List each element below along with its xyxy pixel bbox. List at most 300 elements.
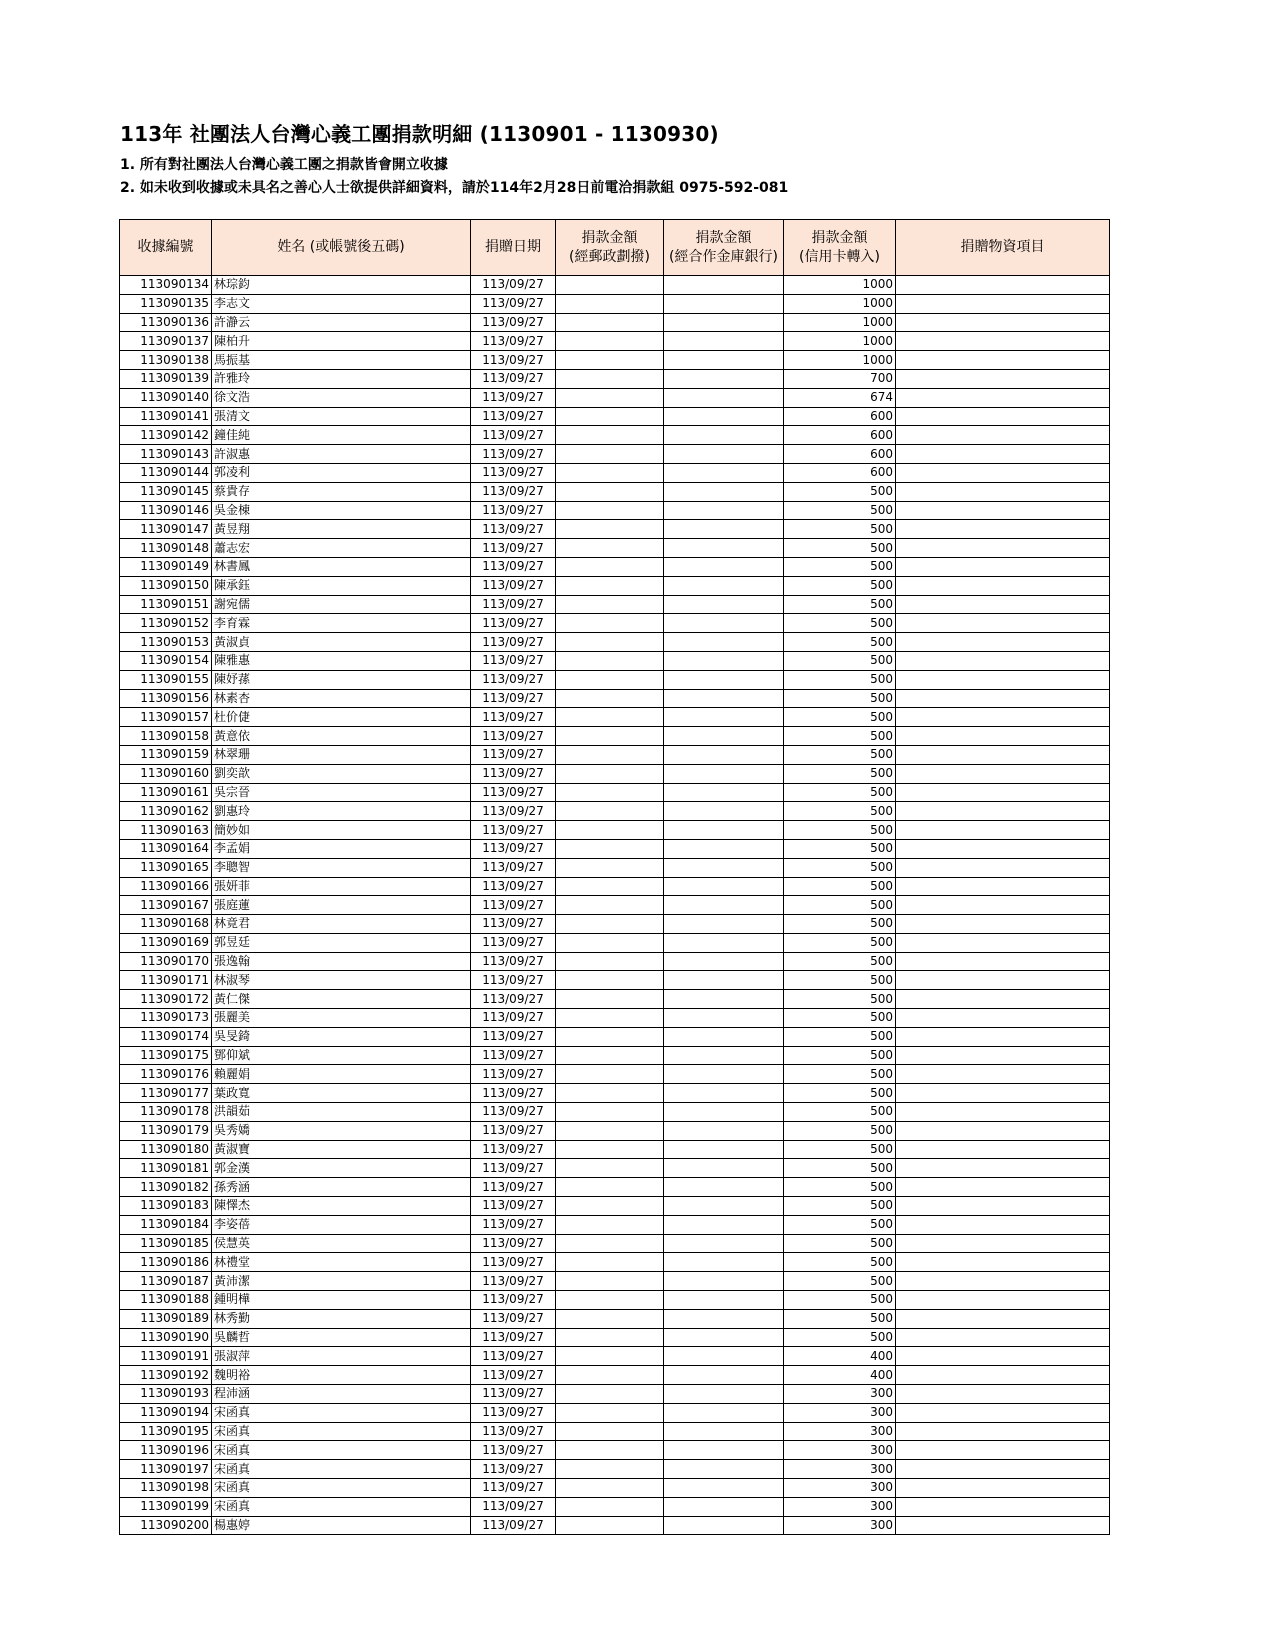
goods-cell	[896, 633, 1110, 652]
receipt-no-cell: 113090170	[120, 952, 212, 971]
amount-card-cell: 500	[784, 1140, 896, 1159]
table-row	[120, 369, 1110, 388]
amount-card-cell: 500	[784, 915, 896, 934]
donor-name-cell: 宋函真	[212, 1479, 471, 1498]
amount-card-cell: 500	[784, 1065, 896, 1084]
receipt-no-cell: 113090136	[120, 313, 212, 332]
donation-date-cell: 113/09/27	[471, 595, 556, 614]
amount-bank-cell	[664, 764, 784, 783]
goods-cell	[896, 745, 1110, 764]
amount-card-cell: 500	[784, 1027, 896, 1046]
amount-postal-cell	[556, 557, 664, 576]
donor-name-cell: 陳柏升	[212, 332, 471, 351]
amount-card-cell: 500	[784, 689, 896, 708]
table-row	[120, 990, 1110, 1009]
donor-name-cell: 郭金漢	[212, 1159, 471, 1178]
receipt-no-cell: 113090174	[120, 1027, 212, 1046]
donation-date-cell: 113/09/27	[471, 1140, 556, 1159]
receipt-no-cell: 113090173	[120, 1009, 212, 1028]
amount-card-cell: 674	[784, 388, 896, 407]
amount-bank-cell	[664, 1140, 784, 1159]
amount-postal-cell	[556, 294, 664, 313]
donation-date-cell: 113/09/27	[471, 1197, 556, 1216]
donor-name-cell: 許淑惠	[212, 445, 471, 464]
receipt-no-cell: 113090176	[120, 1065, 212, 1084]
receipt-no-cell: 113090186	[120, 1253, 212, 1272]
receipt-no-cell: 113090172	[120, 990, 212, 1009]
donor-name-cell: 許瀞云	[212, 313, 471, 332]
table-row	[120, 896, 1110, 915]
amount-bank-cell	[664, 1403, 784, 1422]
table-row	[120, 1140, 1110, 1159]
table-row	[120, 576, 1110, 595]
donor-name-cell: 蔡貴存	[212, 482, 471, 501]
amount-postal-cell	[556, 1497, 664, 1516]
goods-cell	[896, 971, 1110, 990]
donation-date-cell: 113/09/27	[471, 764, 556, 783]
donor-name-cell: 馬振基	[212, 351, 471, 370]
donation-date-cell: 113/09/27	[471, 1121, 556, 1140]
donor-name-cell: 林禮堂	[212, 1253, 471, 1272]
amount-bank-cell	[664, 1291, 784, 1310]
table-row	[120, 1084, 1110, 1103]
goods-cell	[896, 670, 1110, 689]
donation-date-cell: 113/09/27	[471, 1479, 556, 1498]
donation-date-cell: 113/09/27	[471, 1009, 556, 1028]
donor-name-cell: 宋函真	[212, 1403, 471, 1422]
table-row	[120, 689, 1110, 708]
amount-postal-cell	[556, 990, 664, 1009]
amount-bank-cell	[664, 745, 784, 764]
amount-bank-cell	[664, 388, 784, 407]
amount-postal-cell	[556, 351, 664, 370]
receipt-no-cell: 113090162	[120, 802, 212, 821]
header-label: 捐款金額	[811, 229, 868, 246]
amount-bank-cell	[664, 1197, 784, 1216]
donor-name-cell: 林素杏	[212, 689, 471, 708]
amount-card-cell: 500	[784, 877, 896, 896]
table-row	[120, 708, 1110, 727]
receipt-no-cell: 113090135	[120, 294, 212, 313]
goods-cell	[896, 915, 1110, 934]
header-label: 捐贈日期	[485, 239, 541, 255]
amount-bank-cell	[664, 633, 784, 652]
receipt-no-cell: 113090188	[120, 1291, 212, 1310]
amount-card-cell: 400	[784, 1366, 896, 1385]
amount-card-cell: 700	[784, 369, 896, 388]
goods-cell	[896, 1009, 1110, 1028]
amount-postal-cell	[556, 1197, 664, 1216]
amount-postal-cell	[556, 1403, 664, 1422]
donation-date-cell: 113/09/27	[471, 388, 556, 407]
amount-postal-cell	[556, 727, 664, 746]
receipt-no-cell: 113090171	[120, 971, 212, 990]
table-row	[120, 1178, 1110, 1197]
donation-date-cell: 113/09/27	[471, 1234, 556, 1253]
amount-postal-cell	[556, 1009, 664, 1028]
amount-postal-cell	[556, 1460, 664, 1479]
receipt-no-cell: 113090164	[120, 839, 212, 858]
amount-postal-cell	[556, 576, 664, 595]
donor-name-cell: 魏明裕	[212, 1366, 471, 1385]
goods-cell	[896, 1385, 1110, 1404]
donor-name-cell: 杜价倢	[212, 708, 471, 727]
amount-card-cell: 500	[784, 1197, 896, 1216]
donation-date-cell: 113/09/27	[471, 1328, 556, 1347]
table-row	[120, 1403, 1110, 1422]
receipt-no-cell: 113090169	[120, 933, 212, 952]
amount-postal-cell	[556, 332, 664, 351]
amount-card-cell: 500	[784, 839, 896, 858]
donation-table	[119, 219, 1110, 1535]
receipt-no-cell: 113090182	[120, 1178, 212, 1197]
receipt-no-cell: 113090152	[120, 614, 212, 633]
receipt-no-cell: 113090184	[120, 1215, 212, 1234]
amount-postal-cell	[556, 708, 664, 727]
goods-cell	[896, 351, 1110, 370]
amount-card-cell: 500	[784, 539, 896, 558]
receipt-no-cell: 113090139	[120, 369, 212, 388]
table-row	[120, 915, 1110, 934]
goods-cell	[896, 1422, 1110, 1441]
goods-cell	[896, 539, 1110, 558]
receipt-no-cell: 113090199	[120, 1497, 212, 1516]
goods-cell	[896, 783, 1110, 802]
amount-bank-cell	[664, 369, 784, 388]
goods-cell	[896, 445, 1110, 464]
amount-bank-cell	[664, 1441, 784, 1460]
amount-card-cell: 500	[784, 1178, 896, 1197]
donor-name-cell: 張庭蓮	[212, 896, 471, 915]
goods-cell	[896, 1366, 1110, 1385]
amount-card-cell: 1000	[784, 351, 896, 370]
amount-card-cell: 600	[784, 445, 896, 464]
amount-card-cell: 300	[784, 1460, 896, 1479]
header-goods	[896, 220, 1110, 276]
receipt-no-cell: 113090155	[120, 670, 212, 689]
goods-cell	[896, 764, 1110, 783]
header-amount-card	[784, 220, 896, 276]
donor-name-cell: 程沛涵	[212, 1385, 471, 1404]
amount-postal-cell	[556, 633, 664, 652]
amount-card-cell: 500	[784, 708, 896, 727]
table-row	[120, 1479, 1110, 1498]
goods-cell	[896, 1441, 1110, 1460]
table-row	[120, 651, 1110, 670]
donation-date-cell: 113/09/27	[471, 670, 556, 689]
header-sublabel: (經合作金庫銀行)	[669, 248, 778, 265]
goods-cell	[896, 369, 1110, 388]
receipt-no-cell: 113090147	[120, 520, 212, 539]
donation-date-cell: 113/09/27	[471, 276, 556, 295]
receipt-no-cell: 113090192	[120, 1366, 212, 1385]
donation-date-cell: 113/09/27	[471, 520, 556, 539]
amount-card-cell: 500	[784, 1253, 896, 1272]
amount-postal-cell	[556, 276, 664, 295]
amount-card-cell: 500	[784, 633, 896, 652]
goods-cell	[896, 520, 1110, 539]
amount-postal-cell	[556, 1479, 664, 1498]
receipt-no-cell: 113090181	[120, 1159, 212, 1178]
goods-cell	[896, 1291, 1110, 1310]
donor-name-cell: 鍾明樺	[212, 1291, 471, 1310]
amount-postal-cell	[556, 1234, 664, 1253]
table-row	[120, 1046, 1110, 1065]
donor-name-cell: 劉惠玲	[212, 802, 471, 821]
donation-date-cell: 113/09/27	[471, 952, 556, 971]
donation-date-cell: 113/09/27	[471, 1046, 556, 1065]
amount-postal-cell	[556, 614, 664, 633]
amount-card-cell: 300	[784, 1516, 896, 1535]
amount-postal-cell	[556, 313, 664, 332]
donation-date-cell: 113/09/27	[471, 1516, 556, 1535]
donor-name-cell: 吳麟哲	[212, 1328, 471, 1347]
goods-cell	[896, 1027, 1110, 1046]
table-row	[120, 482, 1110, 501]
amount-postal-cell	[556, 369, 664, 388]
table-row	[120, 294, 1110, 313]
donor-name-cell: 李孟娟	[212, 839, 471, 858]
goods-cell	[896, 276, 1110, 295]
table-row	[120, 1234, 1110, 1253]
receipt-no-cell: 113090197	[120, 1460, 212, 1479]
amount-card-cell: 1000	[784, 294, 896, 313]
amount-card-cell: 500	[784, 821, 896, 840]
receipt-no-cell: 113090200	[120, 1516, 212, 1535]
donation-date-cell: 113/09/27	[471, 557, 556, 576]
amount-postal-cell	[556, 1065, 664, 1084]
goods-cell	[896, 1140, 1110, 1159]
receipt-no-cell: 113090190	[120, 1328, 212, 1347]
donation-date-cell: 113/09/27	[471, 877, 556, 896]
amount-card-cell: 500	[784, 783, 896, 802]
amount-postal-cell	[556, 1309, 664, 1328]
amount-bank-cell	[664, 351, 784, 370]
amount-bank-cell	[664, 802, 784, 821]
amount-postal-cell	[556, 745, 664, 764]
table-row	[120, 1159, 1110, 1178]
donation-date-cell: 113/09/27	[471, 1422, 556, 1441]
donation-date-cell: 113/09/27	[471, 1253, 556, 1272]
receipt-no-cell: 113090180	[120, 1140, 212, 1159]
table-row	[120, 1366, 1110, 1385]
donor-name-cell: 陳妤蓀	[212, 670, 471, 689]
amount-card-cell: 500	[784, 614, 896, 633]
donation-date-cell: 113/09/27	[471, 727, 556, 746]
table-row	[120, 745, 1110, 764]
receipt-no-cell: 113090189	[120, 1309, 212, 1328]
amount-bank-cell	[664, 463, 784, 482]
donation-date-cell: 113/09/27	[471, 1272, 556, 1291]
donation-date-cell: 113/09/27	[471, 482, 556, 501]
donor-name-cell: 宋函真	[212, 1441, 471, 1460]
amount-postal-cell	[556, 1347, 664, 1366]
amount-card-cell: 500	[784, 802, 896, 821]
donation-date-cell: 113/09/27	[471, 915, 556, 934]
amount-bank-cell	[664, 839, 784, 858]
amount-card-cell: 500	[784, 1159, 896, 1178]
table-row	[120, 614, 1110, 633]
goods-cell	[896, 1159, 1110, 1178]
goods-cell	[896, 727, 1110, 746]
table-row	[120, 764, 1110, 783]
amount-card-cell: 1000	[784, 313, 896, 332]
table-row	[120, 839, 1110, 858]
amount-bank-cell	[664, 1366, 784, 1385]
amount-postal-cell	[556, 689, 664, 708]
goods-cell	[896, 933, 1110, 952]
page-title: 113年 社團法人台灣心義工團捐款明細 (1130901 - 1130930)	[120, 122, 719, 146]
donor-name-cell: 許雅玲	[212, 369, 471, 388]
amount-card-cell: 500	[784, 1215, 896, 1234]
table-row	[120, 1441, 1110, 1460]
amount-postal-cell	[556, 839, 664, 858]
receipt-no-cell: 113090142	[120, 426, 212, 445]
donor-name-cell: 陳承鈺	[212, 576, 471, 595]
goods-cell	[896, 952, 1110, 971]
amount-postal-cell	[556, 1328, 664, 1347]
donation-date-cell: 113/09/27	[471, 821, 556, 840]
donor-name-cell: 宋函真	[212, 1422, 471, 1441]
table-row	[120, 557, 1110, 576]
table-row	[120, 633, 1110, 652]
amount-card-cell: 600	[784, 426, 896, 445]
donor-name-cell: 侯慧英	[212, 1234, 471, 1253]
goods-cell	[896, 614, 1110, 633]
goods-cell	[896, 651, 1110, 670]
donor-name-cell: 徐文浩	[212, 388, 471, 407]
amount-postal-cell	[556, 1422, 664, 1441]
amount-bank-cell	[664, 1253, 784, 1272]
donation-date-cell: 113/09/27	[471, 1497, 556, 1516]
receipt-no-cell: 113090160	[120, 764, 212, 783]
amount-card-cell: 500	[784, 576, 896, 595]
receipt-note: 1. 所有對社團法人台灣心義工團之捐款皆會開立收據	[120, 157, 448, 173]
donor-name-cell: 宋函真	[212, 1497, 471, 1516]
donation-date-cell: 113/09/27	[471, 576, 556, 595]
receipt-no-cell: 113090161	[120, 783, 212, 802]
header-sublabel: (信用卡轉入)	[799, 248, 880, 265]
table-row	[120, 877, 1110, 896]
donation-date-cell: 113/09/27	[471, 1159, 556, 1178]
amount-card-cell: 400	[784, 1347, 896, 1366]
contact-note: 2. 如未收到收據或未具名之善心人士欲提供詳細資料，請於114年2月28日前電洽捐款組 0975-592-081	[120, 180, 789, 196]
donor-name-cell: 蕭志宏	[212, 539, 471, 558]
amount-postal-cell	[556, 670, 664, 689]
donor-name-cell: 吳秀嬌	[212, 1121, 471, 1140]
donor-name-cell: 鄧仰斌	[212, 1046, 471, 1065]
table-body	[120, 276, 1110, 1535]
table-row	[120, 1516, 1110, 1535]
goods-cell	[896, 557, 1110, 576]
amount-bank-cell	[664, 407, 784, 426]
receipt-no-cell: 113090183	[120, 1197, 212, 1216]
goods-cell	[896, 689, 1110, 708]
amount-postal-cell	[556, 1253, 664, 1272]
receipt-no-cell: 113090154	[120, 651, 212, 670]
donor-name-cell: 賴麗娟	[212, 1065, 471, 1084]
receipt-no-cell: 113090179	[120, 1121, 212, 1140]
amount-postal-cell	[556, 877, 664, 896]
amount-card-cell: 500	[784, 764, 896, 783]
donor-name-cell: 劉奕歆	[212, 764, 471, 783]
header-row	[120, 220, 1110, 276]
amount-bank-cell	[664, 858, 784, 877]
table-row	[120, 1422, 1110, 1441]
donor-name-cell: 李姿蓓	[212, 1215, 471, 1234]
donor-name-cell: 郭凌利	[212, 463, 471, 482]
amount-bank-cell	[664, 727, 784, 746]
donation-date-cell: 113/09/27	[471, 463, 556, 482]
receipt-no-cell: 113090153	[120, 633, 212, 652]
goods-cell	[896, 1497, 1110, 1516]
amount-bank-cell	[664, 520, 784, 539]
amount-card-cell: 500	[784, 952, 896, 971]
donor-name-cell: 黃仁傑	[212, 990, 471, 1009]
amount-card-cell: 500	[784, 1121, 896, 1140]
donation-date-cell: 113/09/27	[471, 708, 556, 727]
table-row	[120, 407, 1110, 426]
amount-bank-cell	[664, 595, 784, 614]
amount-card-cell: 500	[784, 595, 896, 614]
table-row	[120, 332, 1110, 351]
donor-name-cell: 黃昱翔	[212, 520, 471, 539]
amount-bank-cell	[664, 576, 784, 595]
donor-name-cell: 林秀勤	[212, 1309, 471, 1328]
amount-postal-cell	[556, 1121, 664, 1140]
amount-card-cell: 500	[784, 670, 896, 689]
receipt-no-cell: 113090138	[120, 351, 212, 370]
goods-cell	[896, 1046, 1110, 1065]
amount-card-cell: 500	[784, 520, 896, 539]
amount-bank-cell	[664, 445, 784, 464]
receipt-no-cell: 113090140	[120, 388, 212, 407]
table-row	[120, 351, 1110, 370]
header-label: 捐款金額	[695, 229, 752, 246]
table-row	[120, 858, 1110, 877]
goods-cell	[896, 858, 1110, 877]
donation-date-cell: 113/09/27	[471, 783, 556, 802]
goods-cell	[896, 1084, 1110, 1103]
donor-name-cell: 張妍菲	[212, 877, 471, 896]
amount-bank-cell	[664, 1385, 784, 1404]
goods-cell	[896, 1403, 1110, 1422]
receipt-no-cell: 113090141	[120, 407, 212, 426]
amount-bank-cell	[664, 1497, 784, 1516]
table-row	[120, 463, 1110, 482]
donor-name-cell: 張麗美	[212, 1009, 471, 1028]
table-row	[120, 313, 1110, 332]
donation-date-cell: 113/09/27	[471, 858, 556, 877]
donor-name-cell: 李育霖	[212, 614, 471, 633]
amount-postal-cell	[556, 595, 664, 614]
donation-date-cell: 113/09/27	[471, 614, 556, 633]
amount-postal-cell	[556, 1516, 664, 1535]
donation-date-cell: 113/09/27	[471, 745, 556, 764]
amount-bank-cell	[664, 1178, 784, 1197]
donation-date-cell: 113/09/27	[471, 1065, 556, 1084]
amount-postal-cell	[556, 463, 664, 482]
amount-card-cell: 300	[784, 1422, 896, 1441]
donation-date-cell: 113/09/27	[471, 1441, 556, 1460]
amount-card-cell: 500	[784, 727, 896, 746]
amount-postal-cell	[556, 1027, 664, 1046]
donor-name-cell: 孫秀涵	[212, 1178, 471, 1197]
donation-date-cell: 113/09/27	[471, 351, 556, 370]
amount-bank-cell	[664, 689, 784, 708]
amount-bank-cell	[664, 313, 784, 332]
header-label: 姓名 (或帳號後五碼)	[277, 239, 405, 255]
